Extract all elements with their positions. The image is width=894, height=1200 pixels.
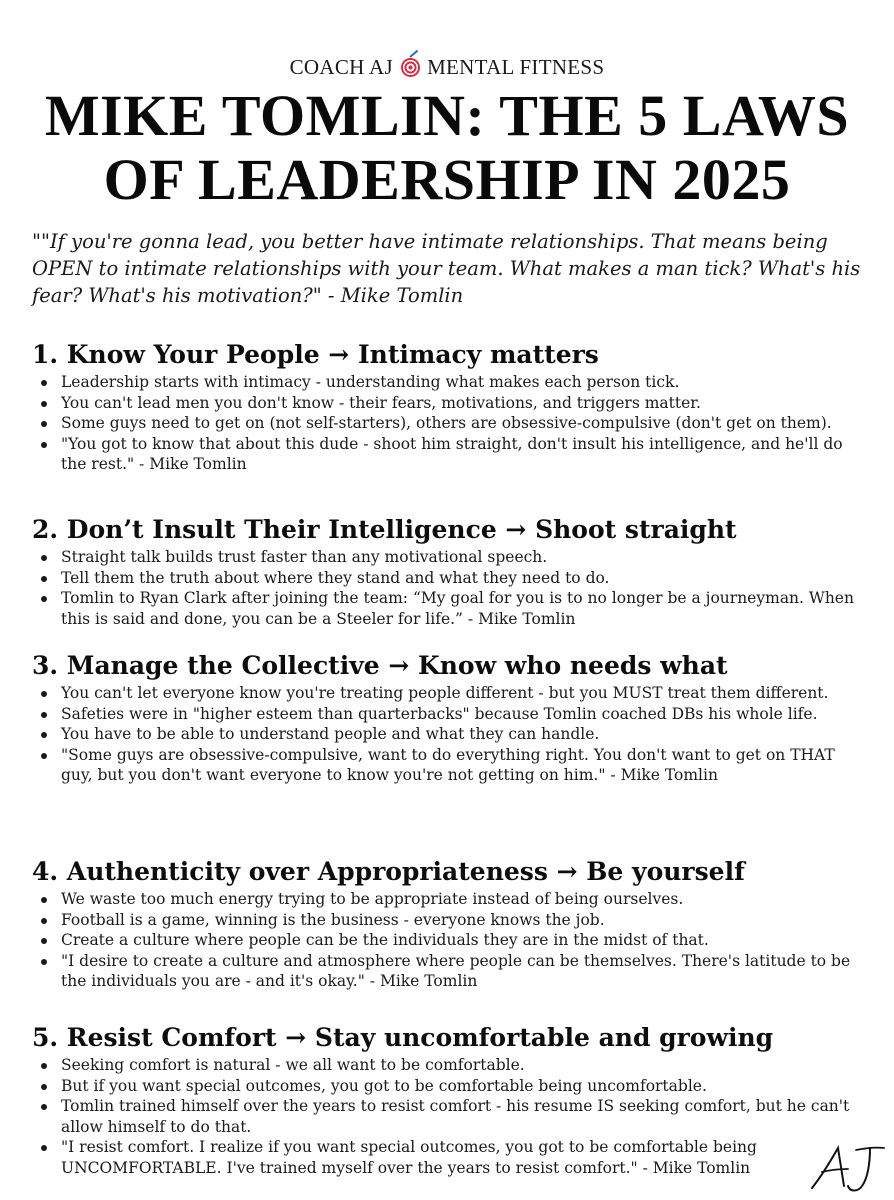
bullet-list xyxy=(32,547,867,629)
section-heading: 3. Manage the Collective → Know who needs what xyxy=(32,651,728,680)
bullet-item: Football is a game, winning is the business - everyone knows the job. xyxy=(61,910,867,931)
bullet-item: Some guys need to get on (not self-starters), others are obsessive-compulsive (don't get on them). xyxy=(61,413,867,434)
bullet-list xyxy=(32,1055,867,1179)
bullet-item: But if you want special outcomes, you got to be comfortable being uncomfortable. xyxy=(61,1076,867,1097)
section-heading: 4. Authenticity over Appropriateness → Be yourself xyxy=(32,857,745,886)
section-dont-insult-intelligence xyxy=(32,513,867,629)
section-heading: 5. Resist Comfort → Stay uncomfortable and growing xyxy=(32,1023,774,1052)
bullet-item: "I desire to create a culture and atmosphere where people can be themselves. There's latitude to be the individuals you are - and it's okay." - Mike Tomlin xyxy=(61,951,867,992)
bullet-item: Tomlin trained himself over the years to resist comfort - his resume IS seeking comfort, but he can't allow himself to do that. xyxy=(61,1096,867,1137)
bullet-list xyxy=(32,683,867,786)
bullet-item: Create a culture where people can be the individuals they are in the midst of that. xyxy=(61,930,867,951)
bullet-item: Straight talk builds trust faster than any motivational speech. xyxy=(61,547,867,568)
target-icon xyxy=(401,58,420,77)
bullet-item: Seeking comfort is natural - we all want to be comfortable. xyxy=(61,1055,867,1076)
bullet-item: You can't let everyone know you're treating people different - but you MUST treat them different. xyxy=(61,683,867,704)
bullet-list xyxy=(32,889,867,992)
signature-mark xyxy=(808,1142,888,1194)
bullet-item: Tomlin to Ryan Clark after joining the team: “My goal for you is to no longer be a journeyman. When this is said and done, you can be a Steeler for life.” - Mike Tomlin xyxy=(61,588,867,629)
bullet-item: You can't lead men you don't know - their fears, motivations, and triggers matter. xyxy=(61,393,867,414)
bullet-item: Safeties were in "higher esteem than quarterbacks" because Tomlin coached DBs his whole life. xyxy=(61,704,867,725)
section-heading: 2. Don’t Insult Their Intelligence → Shoot straight xyxy=(32,515,737,544)
bullet-item: You have to be able to understand people and what they can handle. xyxy=(61,724,867,745)
bullet-item: Tell them the truth about where they stand and what they need to do. xyxy=(61,568,867,589)
brand-name: COACH AJ xyxy=(289,55,393,79)
brand-tagline: MENTAL FITNESS xyxy=(427,55,605,79)
bullet-item: "You got to know that about this dude - shoot him straight, don't insult his intelligence, and he'll do the rest." - Mike Tomlin xyxy=(61,434,867,475)
brand-kicker xyxy=(0,55,894,80)
bullet-item: Leadership starts with intimacy - understanding what makes each person tick. xyxy=(61,372,867,393)
intro-quote: ""If you're gonna lead, you better have intimate relationships. That means being OPEN to intimate relationships with your team. What makes a man tick? What's his fear? What's his motivation?" - Mike Tomlin xyxy=(32,230,861,307)
section-manage-the-collective xyxy=(32,649,867,786)
page-title: MIKE TOMLIN: THE 5 LAWS OF LEADERSHIP IN 2025 xyxy=(44,83,850,212)
bullet-item: "I resist comfort. I realize if you want special outcomes, you got to be comfortable being UNCOMFORTABLE. I've trained myself over the years to resist comfort." - Mike Tomlin xyxy=(61,1137,867,1178)
section-heading: 1. Know Your People → Intimacy matters xyxy=(32,340,599,369)
section-resist-comfort xyxy=(32,1021,867,1179)
section-authenticity xyxy=(32,855,867,992)
bullet-item: We waste too much energy trying to be appropriate instead of being ourselves. xyxy=(61,889,867,910)
bullet-list xyxy=(32,372,867,475)
section-know-your-people xyxy=(32,338,867,475)
bullet-item: "Some guys are obsessive-compulsive, want to do everything right. You don't want to get on THAT guy, but you don't want everyone to know you're not getting on him." - Mike Tomlin xyxy=(61,745,867,786)
